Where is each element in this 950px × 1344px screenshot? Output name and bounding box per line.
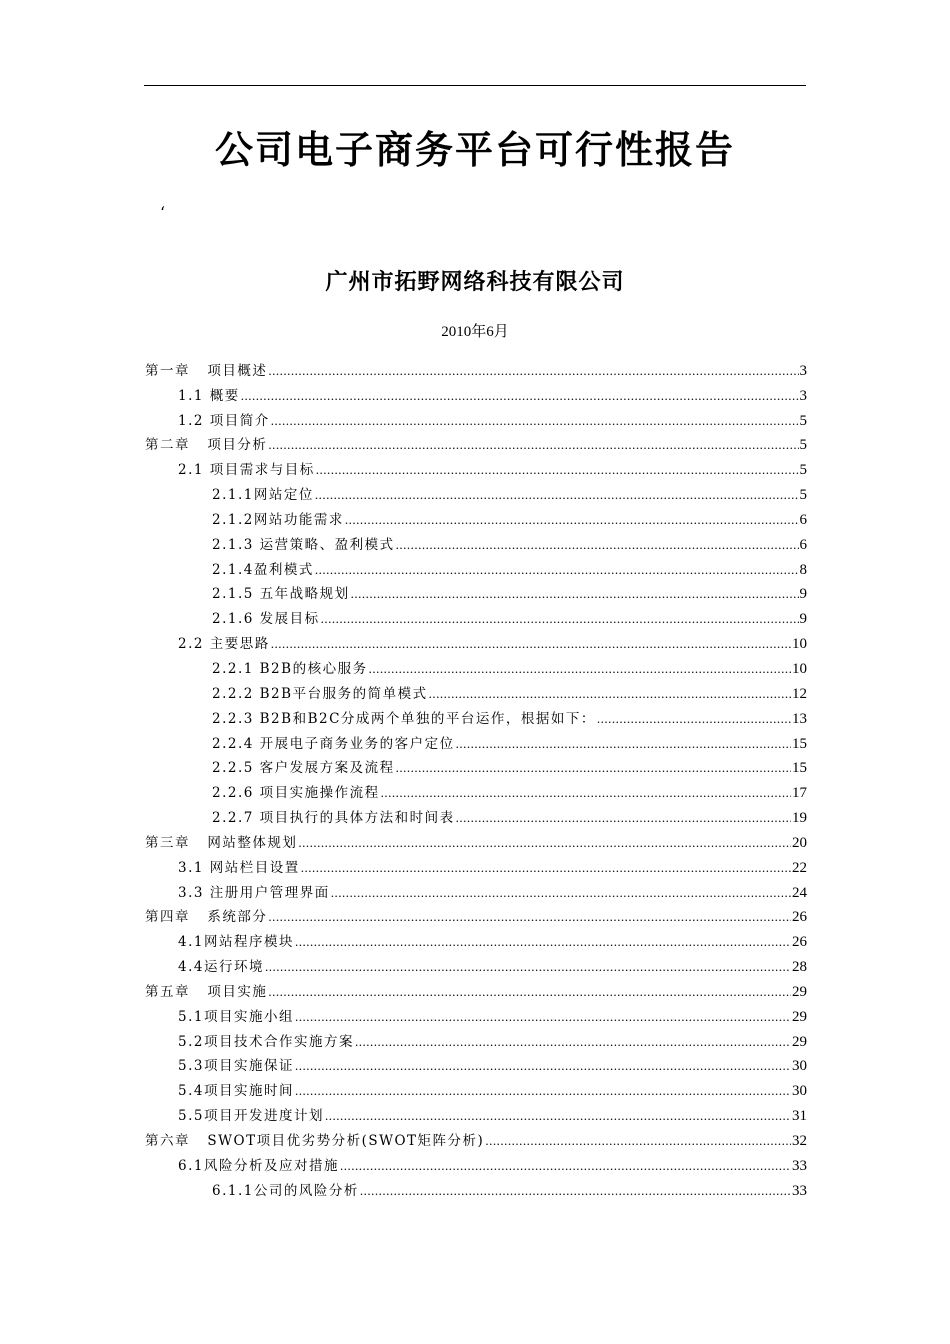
toc-page-number: 6 (799, 536, 807, 553)
toc-dot-leader (271, 635, 791, 653)
toc-entry[interactable] (145, 355, 807, 380)
toc-page-number: 29 (792, 983, 807, 1000)
stray-quote-mark: ‘ (160, 203, 166, 222)
toc-entry-title: 2.2 主要思路 (178, 636, 270, 653)
toc-page-number: 5 (799, 412, 807, 429)
toc-dot-leader (315, 561, 799, 579)
toc-dot-leader (381, 784, 791, 802)
toc-page-number: 3 (799, 362, 807, 379)
toc-entry-title: 2.2.6 项目实施操作流程 (212, 785, 380, 802)
toc-entry-title: 5.3项目实施保证 (178, 1058, 294, 1075)
toc-entry[interactable] (145, 678, 807, 703)
toc-dot-leader (485, 1132, 791, 1150)
toc-entry[interactable] (145, 1100, 807, 1125)
toc-entry[interactable] (145, 1001, 807, 1026)
toc-page-number: 20 (792, 834, 807, 851)
toc-dot-leader (456, 735, 791, 753)
toc-entry-title: 2.2.3 B2B和B2C分成两个单独的平台运作，根据如下： (212, 710, 596, 727)
toc-dot-leader (295, 1008, 791, 1026)
toc-entry-title: 5.2项目技术合作实施方案 (178, 1033, 354, 1050)
table-of-contents (145, 355, 807, 1200)
toc-dot-leader (268, 983, 791, 1001)
toc-page-number: 15 (792, 735, 807, 752)
toc-page-number: 32 (792, 1133, 807, 1149)
toc-entry[interactable] (145, 405, 807, 430)
toc-dot-leader (295, 933, 791, 951)
toc-dot-leader (316, 461, 799, 479)
toc-entry[interactable] (145, 454, 807, 479)
toc-entry[interactable] (145, 877, 807, 902)
toc-dot-leader (241, 387, 799, 405)
company-name: 广州市拓野网络科技有限公司 (325, 269, 625, 295)
toc-page-number: 30 (792, 1083, 807, 1100)
toc-dot-leader (271, 412, 799, 430)
toc-entry[interactable] (145, 1026, 807, 1051)
toc-entry[interactable] (145, 902, 807, 927)
toc-page-number: 12 (792, 685, 807, 702)
toc-page-number: 26 (792, 934, 807, 951)
toc-entry-title: 2.1 项目需求与目标 (178, 462, 315, 479)
toc-page-number: 5 (799, 437, 807, 454)
toc-dot-leader (597, 710, 791, 728)
toc-entry[interactable] (145, 554, 807, 579)
toc-dot-leader (369, 660, 791, 678)
toc-entry-title: 6.1.1公司的风险分析 (212, 1182, 359, 1199)
toc-entry-title: 2.1.2网站功能需求 (212, 511, 344, 528)
toc-entry[interactable] (145, 1075, 807, 1100)
toc-entry-title: 2.1.5 五年战略规划 (212, 586, 350, 603)
toc-dot-leader (396, 536, 799, 554)
toc-page-number: 30 (792, 1058, 807, 1075)
toc-entry-title: 2.2.7 项目执行的具体方法和时间表 (212, 810, 455, 827)
toc-entry-title: 第六章 SWOT项目优劣势分析(SWOT矩阵分析) (145, 1133, 485, 1149)
toc-dot-leader (331, 884, 791, 902)
toc-entry[interactable] (145, 827, 807, 852)
toc-page-number: 22 (792, 859, 807, 876)
toc-dot-leader (265, 958, 791, 976)
toc-entry[interactable] (145, 976, 807, 1001)
toc-page-number: 29 (792, 1033, 807, 1050)
toc-page-number: 15 (792, 760, 807, 777)
toc-dot-leader (268, 362, 798, 380)
toc-entry[interactable] (145, 653, 807, 678)
toc-dot-leader (396, 759, 791, 777)
document-date: 2010年6月 (441, 324, 509, 340)
toc-dot-leader (315, 486, 799, 504)
toc-entry-title: 第三章 网站整体规划 (145, 834, 298, 851)
toc-page-number: 9 (799, 611, 807, 628)
toc-entry-title: 2.2.5 客户发展方案及流程 (212, 760, 395, 777)
toc-entry-title: 第二章 项目分析 (145, 437, 268, 454)
toc-dot-leader (351, 585, 799, 603)
toc-entry-title: 2.1.3 运营策略、盈利模式 (212, 536, 395, 553)
toc-page-number: 19 (792, 810, 807, 827)
toc-dot-leader (268, 908, 791, 926)
toc-dot-leader (295, 1057, 791, 1075)
toc-entry-title: 4.4运行环境 (178, 959, 264, 976)
toc-entry[interactable] (145, 703, 807, 728)
toc-dot-leader (360, 1182, 791, 1200)
toc-entry-title: 5.4项目实施时间 (178, 1083, 294, 1100)
toc-entry[interactable] (145, 1125, 807, 1150)
toc-entry[interactable] (145, 1150, 807, 1175)
toc-entry[interactable] (145, 529, 807, 554)
toc-dot-leader (268, 436, 798, 454)
toc-entry[interactable] (145, 579, 807, 604)
toc-page-number: 33 (792, 1182, 807, 1199)
toc-entry[interactable] (145, 628, 807, 653)
toc-entry[interactable] (145, 504, 807, 529)
toc-entry[interactable] (145, 926, 807, 951)
toc-dot-leader (456, 809, 791, 827)
toc-entry-title: 2.1.6 发展目标 (212, 611, 320, 628)
toc-dot-leader (345, 511, 799, 529)
toc-entry-title: 2.1.4盈利模式 (212, 561, 314, 578)
toc-page-number: 13 (792, 710, 807, 727)
document-title: 公司电子商务平台可行性报告 (214, 127, 735, 172)
toc-page-number: 26 (792, 909, 807, 926)
toc-dot-leader (301, 859, 791, 877)
toc-entry-title: 3.1 网站栏目设置 (178, 859, 300, 876)
toc-page-number: 6 (799, 511, 807, 528)
toc-page-number: 5 (799, 462, 807, 479)
toc-entry[interactable] (145, 430, 807, 455)
toc-entry[interactable] (145, 603, 807, 628)
toc-page-number: 9 (799, 586, 807, 603)
toc-dot-leader (340, 1157, 791, 1175)
toc-page-number: 29 (792, 1008, 807, 1025)
toc-entry-title: 3.3 注册用户管理界面 (178, 884, 330, 901)
toc-entry[interactable] (145, 852, 807, 877)
toc-entry-title: 1.1 概要 (178, 387, 240, 404)
toc-entry[interactable] (145, 1051, 807, 1076)
toc-dot-leader (295, 1082, 791, 1100)
toc-page-number: 28 (792, 959, 807, 976)
toc-entry-title: 5.5项目开发进度计划 (178, 1108, 324, 1125)
toc-entry[interactable] (145, 777, 807, 802)
toc-page-number: 33 (792, 1157, 807, 1174)
toc-page-number: 10 (792, 660, 807, 677)
toc-page-number: 31 (792, 1108, 807, 1125)
toc-dot-leader (321, 610, 799, 628)
toc-page-number: 3 (799, 387, 807, 404)
toc-entry[interactable] (145, 802, 807, 827)
toc-entry-title: 6.1风险分析及应对措施 (178, 1157, 339, 1174)
header-rule (144, 85, 806, 86)
toc-entry-title: 2.2.2 B2B平台服务的简单模式 (212, 685, 428, 702)
toc-page-number: 8 (799, 561, 807, 578)
toc-entry[interactable] (145, 728, 807, 753)
toc-entry-title: 2.2.4 开展电子商务业务的客户定位 (212, 735, 455, 752)
toc-page-number: 17 (792, 785, 807, 802)
toc-entry-title: 4.1网站程序模块 (178, 934, 294, 951)
toc-page-number: 24 (792, 884, 807, 901)
toc-entry[interactable] (145, 951, 807, 976)
toc-entry[interactable] (145, 479, 807, 504)
toc-entry-title: 第四章 系统部分 (145, 909, 268, 926)
toc-dot-leader (355, 1033, 791, 1051)
toc-entry[interactable] (145, 1175, 807, 1200)
toc-entry[interactable] (145, 380, 807, 405)
toc-dot-leader (325, 1107, 791, 1125)
toc-entry[interactable] (145, 753, 807, 778)
toc-entry-title: 5.1项目实施小组 (178, 1008, 294, 1025)
toc-entry-title: 第一章 项目概述 (145, 362, 268, 379)
toc-page-number: 10 (792, 636, 807, 653)
toc-dot-leader (298, 834, 791, 852)
toc-page-number: 5 (799, 487, 807, 504)
toc-entry-title: 2.1.1网站定位 (212, 487, 314, 504)
toc-entry-title: 2.2.1 B2B的核心服务 (212, 660, 368, 677)
toc-entry-title: 1.2 项目简介 (178, 412, 270, 429)
toc-entry-title: 第五章 项目实施 (145, 983, 268, 1000)
toc-dot-leader (429, 685, 791, 703)
